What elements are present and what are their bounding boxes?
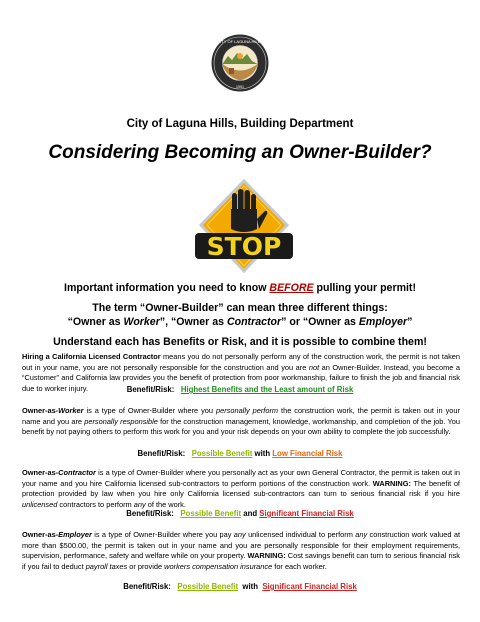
employer-lead-b: Employer (58, 530, 92, 539)
worker-lead-a: Owner-as- (22, 406, 59, 415)
info-emphasis: BEFORE (269, 282, 314, 294)
hiring-br-value: Highest Benefits and the Least amount of Risk (180, 385, 354, 394)
owner-worker-paragraph (22, 406, 460, 438)
important-info-line (0, 282, 480, 294)
term-contractor: Contractor (226, 316, 282, 328)
employer-text-wci: workers compensation insurance (164, 561, 273, 571)
understand-line: Understand each has Benefits or Risk, and it is possible to combine them! (53, 336, 427, 348)
worker-text-b: the construction work, the permit is taken out in your name and you are (22, 406, 460, 426)
contractor-text-b: The benefit of protection provided by law when you hire only California licensed sub-contractors can turn to serious financial risk if you hire (22, 478, 460, 499)
contractor-text-c: contractors to perform (57, 499, 134, 509)
term-worker: Worker (123, 316, 160, 328)
employer-text-a: is a type of Owner-Builder where you pay (91, 530, 234, 539)
employer-text-e: or provide (127, 561, 165, 571)
hiring-br-label: Benefit/Risk: (126, 385, 175, 394)
contractor-br-value2: Significant Financial Risk (259, 509, 354, 518)
worker-br-with: with (252, 449, 273, 458)
term-sep-2: ” or “Owner as (281, 316, 359, 328)
owner-employer-paragraph (22, 530, 460, 572)
employer-br-label: Benefit/Risk: (123, 582, 171, 591)
hiring-lead: Hiring a California Licensed Contractor (22, 352, 161, 361)
worker-benefit-risk (0, 449, 480, 458)
worker-text-resp: personally responsible (84, 416, 158, 426)
contractor-text-any: any (133, 499, 146, 509)
contractor-text-d: of the work. (145, 499, 186, 509)
stop-sign-graphic (181, 179, 307, 273)
contractor-br-label: Benefit/Risk: (126, 509, 174, 518)
employer-warning: WARNING: (247, 551, 286, 561)
hiring-benefit-risk (0, 385, 480, 394)
employer-br-with: with (238, 582, 263, 591)
term-types-line (0, 316, 480, 328)
page-title: Considering Becoming an Owner-Builder? (48, 142, 432, 163)
worker-text-a: is a type of Owner-Builder where you (83, 406, 216, 415)
employer-text-payroll: payroll taxes (85, 561, 128, 571)
employer-text-f: for each worker. (272, 561, 327, 571)
contractor-warning: WARNING: (372, 478, 411, 488)
contractor-benefit-risk (0, 509, 480, 518)
contractor-lead-a: Owner-as- (22, 468, 59, 477)
worker-lead-b: Worker (58, 406, 84, 415)
worker-br-value1: Possible Benefit (191, 449, 253, 458)
hiring-text-a: means you do not personally perform any of the construction work, the permit is not taken out in your name, you are not personally responsible for the construction and you are (22, 352, 460, 372)
info-prefix: Important information you need to know (64, 282, 270, 294)
term-employer: Employer (358, 316, 408, 328)
seal-name: CITY OF LAGUNA HILLS (217, 39, 263, 44)
worker-br-value2: Low Financial Risk (272, 449, 343, 458)
employer-benefit-risk (0, 582, 480, 591)
employer-text-any1: any (233, 530, 246, 539)
contractor-br-and: and (241, 509, 260, 518)
employer-text-c: construction work valued at more than $500.00, the permit is taken out in your name and you are personally responsible for their employment requirements, supervision, performance, safety and welfare while on your property. (22, 530, 460, 561)
worker-br-label: Benefit/Risk: (137, 449, 186, 458)
employer-text-b: unlicensed individual to perform (245, 530, 356, 539)
hiring-text-b: an Owner-Builder. Instead, you become a “Customer” and California law provides you the benefit of protection from poor workmanship, failure to finish the job and financial risk due to worker injury. (22, 362, 460, 393)
term-owner-as: “Owner as (67, 316, 124, 328)
owner-contractor-paragraph (22, 468, 460, 510)
worker-text-c: for the construction management, knowledge, workmanship, and completion of the job. You benefit by not paying others to perform this work for you and your risk depends on your own ability to complete the job successfully. (22, 416, 460, 437)
worker-text-perform: personally perform (215, 406, 279, 415)
contractor-text-unlic: unlicensed (22, 499, 58, 509)
employer-text-any2: any (355, 530, 368, 539)
seal-year: 1991 (236, 85, 244, 89)
term-sep-1: ”, “Owner as (159, 316, 227, 328)
employer-br-value2: Significant Financial Risk (262, 582, 357, 591)
employer-lead-a: Owner-as- (22, 530, 59, 539)
term-end: ” (407, 316, 413, 328)
department-name: City of Laguna Hills, Building Department (126, 118, 354, 130)
info-suffix: pulling your permit! (313, 282, 416, 294)
contractor-text-a: is a type of Owner-Builder where you personally act as your own General Contractor, the permit is taken out in your name and you hire California licensed sub-contractors to perform portions of the construction work. (22, 468, 460, 488)
employer-text-d: Cost savings benefit can turn to serious financial risk if you fail to deduct (22, 551, 460, 571)
contractor-lead-b: Contractor (58, 468, 96, 477)
term-intro-line: The term “Owner-Builder” can mean three different things: (92, 302, 388, 314)
hiring-text-not: not (308, 362, 320, 372)
employer-br-value1: Possible Benefit (177, 582, 239, 591)
stop-sign-text: STOP (206, 232, 282, 261)
city-seal-logo (211, 34, 269, 92)
contractor-br-value1: Possible Benefit (180, 509, 242, 518)
